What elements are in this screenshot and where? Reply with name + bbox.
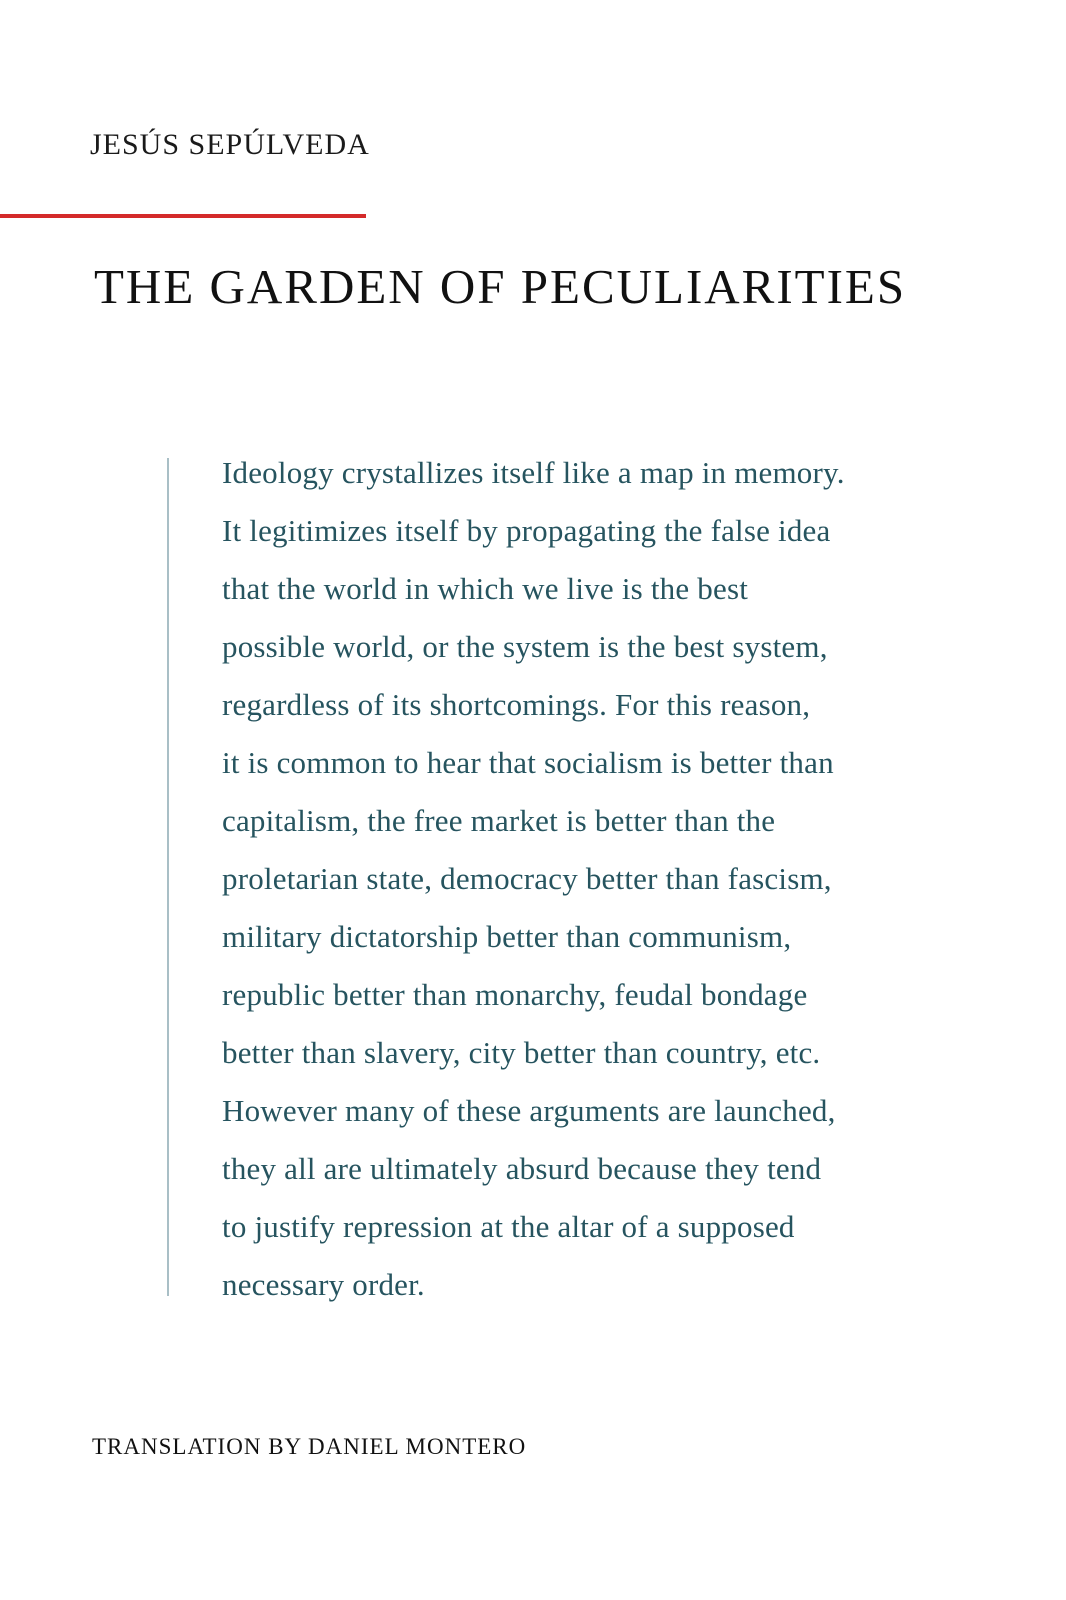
- quote-line: capitalism, the free market is better than the: [222, 803, 776, 838]
- author-name: JESÚS SEPÚLVEDA: [90, 128, 370, 161]
- quote-line: republic better than monarchy, feudal bondage: [222, 977, 808, 1012]
- book-title: THE GARDEN OF PECULIARITIES: [94, 259, 907, 314]
- quote-line: However many of these arguments are launched,: [222, 1093, 836, 1128]
- quote-line: proletarian state, democracy better than fascism,: [222, 861, 832, 896]
- quote-block: [222, 444, 942, 1314]
- quote-line: It legitimizes itself by propagating the false idea: [222, 513, 831, 548]
- accent-divider: [0, 214, 366, 218]
- translator-credit: TRANSLATION BY DANIEL MONTERO: [92, 1434, 527, 1459]
- quote-line: they all are ultimately absurd because they tend: [222, 1151, 822, 1186]
- quote-line: to justify repression at the altar of a supposed: [222, 1209, 795, 1244]
- quote-line: that the world in which we live is the best: [222, 571, 749, 606]
- quote-line: Ideology crystallizes itself like a map in memory.: [222, 455, 845, 490]
- quote-bar: [167, 458, 169, 1296]
- quote-line: better than slavery, city better than country, etc.: [222, 1035, 821, 1070]
- quote-line: necessary order.: [222, 1267, 425, 1302]
- quote-line: military dictatorship better than communism,: [222, 919, 792, 954]
- quote-line: regardless of its shortcomings. For this reason,: [222, 687, 811, 722]
- quote-line: possible world, or the system is the best system,: [222, 629, 828, 664]
- quote-line: it is common to hear that socialism is better than: [222, 745, 834, 780]
